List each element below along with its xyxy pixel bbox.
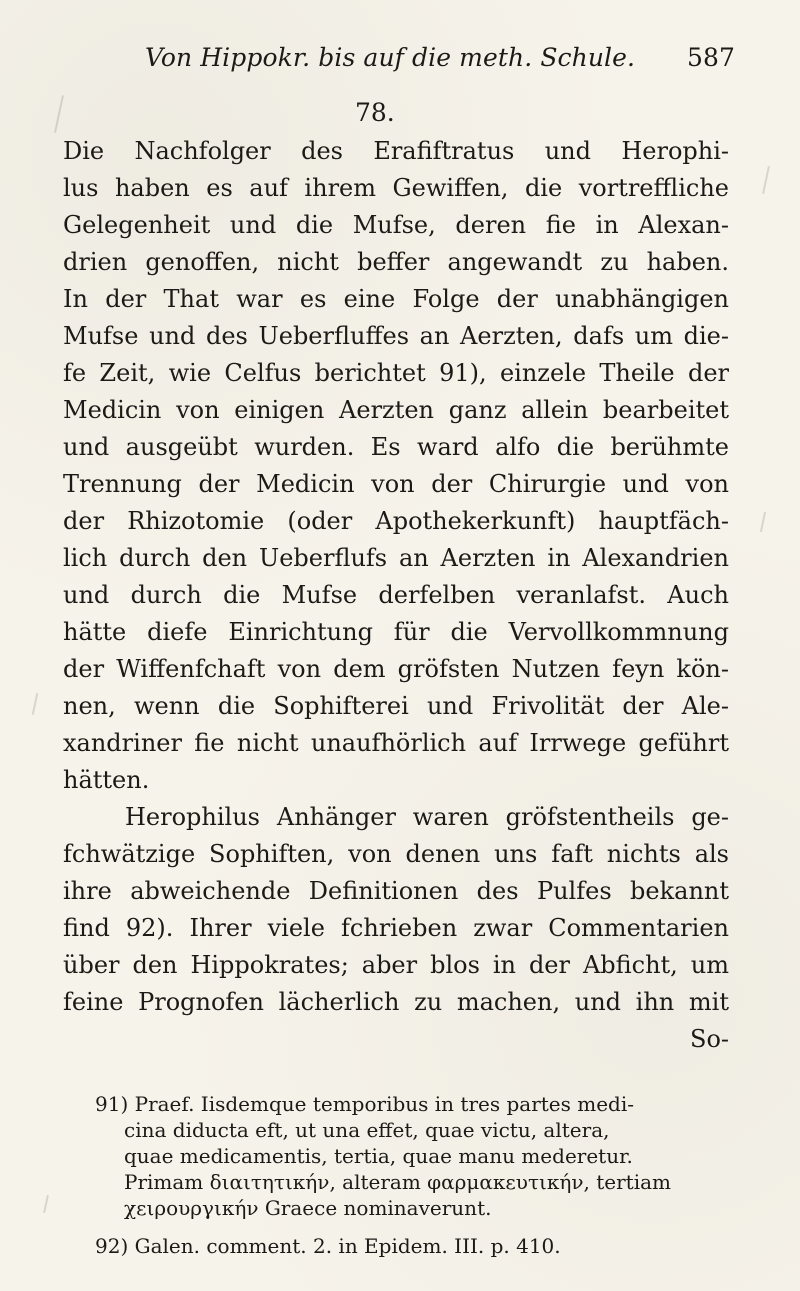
paragraph-1-line-4: drien genoffen, nicht beffer angewandt zu haben. xyxy=(63,248,729,276)
paper-speck xyxy=(32,693,39,715)
paragraph-2-line-4: find 92). Ihrer viele fchrieben zwar Commentarien xyxy=(63,914,729,942)
footnote-91-line-1: 91) Praef. Iisdemque temporibus in tres partes medi- xyxy=(95,1092,635,1116)
paragraph-2-line-2: fchwätzige Sophiften, von denen uns faft nichts als xyxy=(63,840,729,868)
section-number: 78. xyxy=(355,98,395,127)
paragraph-1-line-8: Medicin von einigen Aerzten ganz allein bearbeitet xyxy=(63,396,729,424)
paragraph-1-line-11: der Rhizotomie (oder Apothekerkunft) hauptfäch- xyxy=(63,507,729,535)
paragraph-1-line-12: lich durch den Ueberflufs an Aerzten in Alexandrien xyxy=(63,544,729,572)
paper-speck xyxy=(43,1195,49,1213)
paragraph-1-line-6: Mufse und des Ueberfluffes an Aerzten, dafs um die- xyxy=(63,322,729,350)
paragraph-1-line-13: und durch die Mufse derfelben veranlafst. Auch xyxy=(63,581,729,609)
catchword: So- xyxy=(690,1025,729,1053)
paragraph-2-line-3: ihre abweichende Definitionen des Pulfes bekannt xyxy=(63,877,729,905)
running-head: Von Hippokr. bis auf die meth. Schule. xyxy=(145,43,636,72)
paper-speck xyxy=(54,95,64,133)
paper-speck xyxy=(760,512,766,532)
paragraph-2-line-1: Herophilus Anhänger waren gröfstentheils ge- xyxy=(125,803,729,831)
paragraph-2-line-6: feine Prognofen lächerlich zu machen, und ihn mit xyxy=(63,988,729,1016)
footnote-92-line-1: 92) Galen. comment. 2. in Epidem. III. p. 410. xyxy=(95,1234,561,1258)
paragraph-1-line-2: lus haben es auf ihrem Gewiffen, die vortreffliche xyxy=(63,174,729,202)
footnote-91-line-2: cina diducta eft, ut una effet, quae victu, altera, xyxy=(124,1118,610,1142)
paper-speck xyxy=(762,166,770,194)
paragraph-1-line-9: und ausgeübt wurden. Es ward alfo die berühmte xyxy=(63,433,729,461)
paragraph-1-line-16: nen, wenn die Sophifterei und Frivolität der Ale- xyxy=(63,692,729,720)
paragraph-1-line-3: Gelegenheit und die Mufse, deren fie in Alexan- xyxy=(63,211,729,239)
paragraph-1-line-14: hätte diefe Einrichtung für die Vervollkommnung xyxy=(63,618,729,646)
page-header xyxy=(145,38,735,78)
page-number: 587 xyxy=(686,43,735,72)
paragraph-2-line-5: über den Hippokrates; aber blos in der Abficht, um xyxy=(63,951,729,979)
paragraph-1-line-7: fe Zeit, wie Celfus berichtet 91), einzele Theile der xyxy=(63,359,729,387)
footnotes xyxy=(95,1091,727,1259)
footnote-91-line-3: quae medicamentis, tertia, quae manu mederetur. xyxy=(124,1144,633,1168)
paragraph-1-line-1: Die Nachfolger des Erafiftratus und Herophi- xyxy=(63,137,729,165)
footnote-91-line-5: χειρουργικήν Graece nominaverunt. xyxy=(124,1196,492,1220)
paragraph-1-line-17: xandriner fie nicht unaufhörlich auf Irrwege geführt xyxy=(63,729,729,757)
main-text xyxy=(63,133,729,1058)
paragraph-1-line-18: hätten. xyxy=(63,766,150,794)
footnote-91-line-4: Primam διαιτητικήν, alteram φαρμακευτικήν, tertiam xyxy=(124,1170,671,1194)
paragraph-1-line-5: In der That war es eine Folge der unabhängigen xyxy=(63,285,729,313)
paragraph-1-line-15: der Wiffenfchaft von dem gröfsten Nutzen feyn kön- xyxy=(63,655,729,683)
paragraph-1-line-10: Trennung der Medicin von der Chirurgie und von xyxy=(63,470,729,498)
